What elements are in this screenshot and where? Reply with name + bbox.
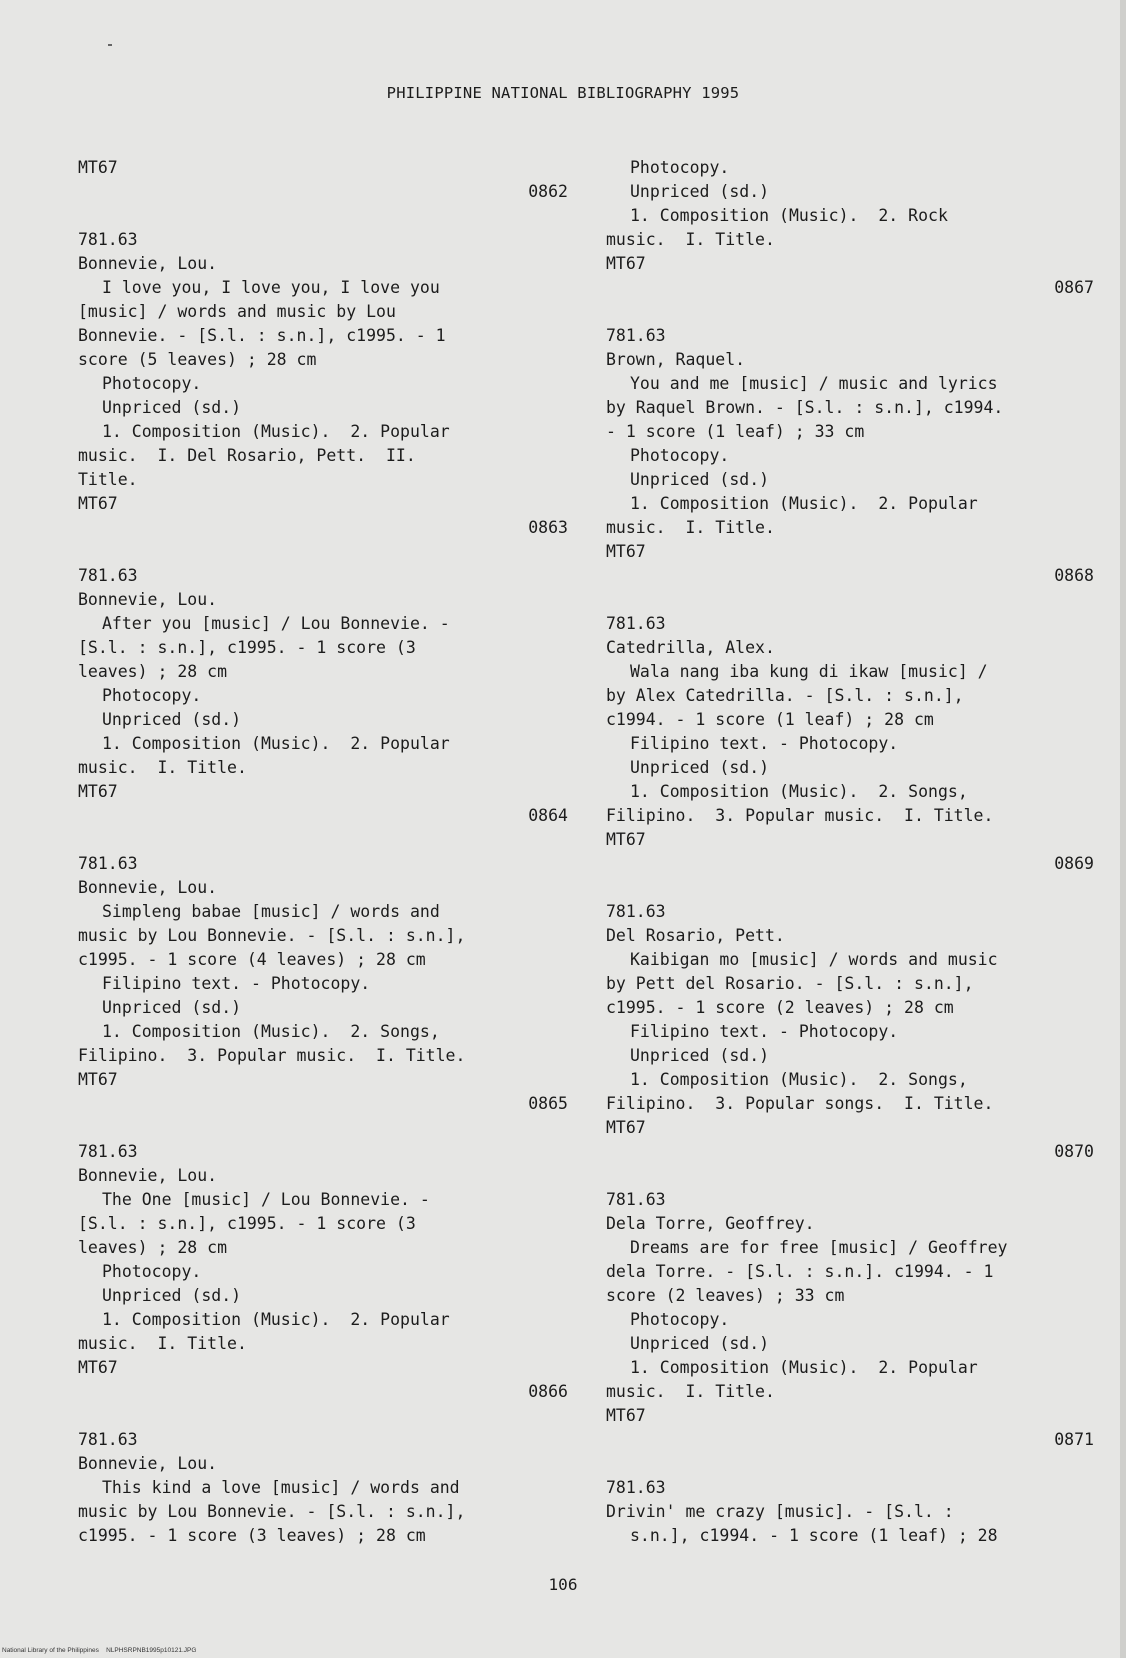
- entry-line: MT67: [78, 782, 118, 801]
- right-column: [606, 156, 1094, 1548]
- entry-line: MT67: [78, 1070, 118, 1089]
- entry-line: music. I. Del Rosario, Pett. II.: [78, 446, 416, 465]
- page-header: PHILIPPINE NATIONAL BIBLIOGRAPHY 1995: [386, 84, 740, 102]
- entry-line: After you [music] / Lou Bonnevie. -: [102, 614, 450, 633]
- entry-line: leaves) ; 28 cm: [78, 1238, 228, 1257]
- entry-gap: [606, 588, 1094, 612]
- entry-line: Unpriced (sd.): [630, 1046, 770, 1065]
- entry-line: Unpriced (sd.): [630, 758, 770, 777]
- entry-line: Catedrilla, Alex.: [606, 638, 775, 657]
- entry-line: Dreams are for free [music] / Geoffrey: [630, 1238, 1008, 1257]
- call-number: 781.63: [78, 566, 138, 585]
- continued-line: Photocopy.: [630, 158, 730, 177]
- scan-speck: [108, 44, 112, 46]
- call-number: 781.63: [606, 1190, 666, 1209]
- continued-line: MT67: [606, 254, 646, 273]
- entry-number: 0867: [1054, 278, 1094, 297]
- entry-line: Dela Torre, Geoffrey.: [606, 1214, 815, 1233]
- footer-library: National Library of the Philippines: [2, 1647, 99, 1654]
- call-number: 781.63: [78, 230, 138, 249]
- entry-gap: [78, 1404, 568, 1428]
- bibliography-entry: [78, 1092, 568, 1380]
- entry-line: You and me [music] / music and lyrics: [630, 374, 998, 393]
- entry-line: c1995. - 1 score (4 leaves) ; 28 cm: [78, 950, 426, 969]
- entry-line: MT67: [78, 1358, 118, 1377]
- entry-line: Photocopy.: [630, 446, 730, 465]
- entry-line: Filipino. 3. Popular music. I. Title.: [78, 1046, 466, 1065]
- entry-line: Bonnevie, Lou.: [78, 590, 218, 609]
- left-column: [78, 156, 568, 1548]
- entry-line: - 1 score (1 leaf) ; 33 cm: [606, 422, 865, 441]
- entry-line: MT67: [606, 1118, 646, 1137]
- entry-line: Kaibigan mo [music] / words and music: [630, 950, 998, 969]
- entry-line: Unpriced (sd.): [102, 998, 242, 1017]
- entry-number: 0870: [1054, 1142, 1094, 1161]
- entry-line: [S.l. : s.n.], c1995. - 1 score (3: [78, 638, 416, 657]
- entry-line: MT67: [78, 494, 118, 513]
- entry-number: 0862: [528, 182, 568, 201]
- entry-line: 1. Composition (Music). 2. Songs,: [630, 782, 968, 801]
- entry-line: Photocopy.: [102, 1262, 202, 1281]
- entry-number: 0863: [528, 518, 568, 537]
- entry-line: music by Lou Bonnevie. - [S.l. : s.n.],: [78, 1502, 466, 1521]
- bibliography-entry: [606, 1428, 1094, 1548]
- entry-line: Filipino text. - Photocopy.: [630, 1022, 899, 1041]
- entry-line: MT67: [606, 1406, 646, 1425]
- entry-line: 1. Composition (Music). 2. Popular: [102, 422, 450, 441]
- entry-line: s.n.], c1994. - 1 score (1 leaf) ; 28: [630, 1526, 998, 1545]
- entry-line: Bonnevie, Lou.: [78, 1166, 218, 1185]
- entry-gap: [606, 876, 1094, 900]
- bibliography-entry: [78, 516, 568, 804]
- bibliography-entry: [606, 564, 1094, 852]
- bibliography-entry: [606, 276, 1094, 564]
- page-number: 106: [548, 1575, 578, 1594]
- entry-line: Filipino. 3. Popular music. I. Title.: [606, 806, 994, 825]
- entry-line: Filipino text. - Photocopy.: [630, 734, 899, 753]
- entry-line: music. I. Title.: [78, 758, 247, 777]
- entry-line: Filipino text. - Photocopy.: [102, 974, 371, 993]
- call-number: 781.63: [606, 1478, 666, 1497]
- call-number: 781.63: [606, 326, 666, 345]
- entry-line: Del Rosario, Pett.: [606, 926, 785, 945]
- entry-line: by Raquel Brown. - [S.l. : s.n.], c1994.: [606, 398, 1004, 417]
- entry-number: 0866: [528, 1382, 568, 1401]
- top-marker: MT67: [78, 158, 118, 177]
- entry-number: 0864: [528, 806, 568, 825]
- bibliography-entry: [78, 1380, 568, 1548]
- entry-gap: [78, 204, 568, 228]
- bibliography-entry: [606, 852, 1094, 1140]
- entry-line: Wala nang iba kung di ikaw [music] /: [630, 662, 988, 681]
- entry-line: Bonnevie. - [S.l. : s.n.], c1995. - 1: [78, 326, 446, 345]
- entry-line: Bonnevie, Lou.: [78, 254, 218, 273]
- entry-line: music. I. Title.: [78, 1334, 247, 1353]
- continued-line: Unpriced (sd.): [630, 182, 770, 201]
- entry-line: 1. Composition (Music). 2. Popular: [630, 1358, 978, 1377]
- entry-number: 0869: [1054, 854, 1094, 873]
- entry-line: Photocopy.: [630, 1310, 730, 1329]
- footer-file: NLPHSRPNB1995p10121.JPG: [106, 1647, 197, 1654]
- call-number: 781.63: [606, 614, 666, 633]
- entry-line: by Pett del Rosario. - [S.l. : s.n.],: [606, 974, 974, 993]
- entry-line: [music] / words and music by Lou: [78, 302, 396, 321]
- entry-line: Drivin' me crazy [music]. - [S.l. :: [606, 1502, 954, 1521]
- call-number: 781.63: [606, 902, 666, 921]
- entry-line: dela Torre. - [S.l. : s.n.]. c1994. - 1: [606, 1262, 994, 1281]
- entry-line: [S.l. : s.n.], c1995. - 1 score (3: [78, 1214, 416, 1233]
- entry-line: music. I. Title.: [606, 518, 775, 537]
- continued-line: music. I. Title.: [606, 230, 775, 249]
- continued-line: 1. Composition (Music). 2. Rock: [630, 206, 948, 225]
- entry-number: 0871: [1054, 1430, 1094, 1449]
- entry-line: MT67: [606, 830, 646, 849]
- entry-line: Title.: [78, 470, 138, 489]
- entry-line: 1. Composition (Music). 2. Popular: [102, 734, 450, 753]
- entry-line: 1. Composition (Music). 2. Popular: [630, 494, 978, 513]
- entry-gap: [606, 300, 1094, 324]
- bibliography-entry: [606, 1140, 1094, 1428]
- entry-line: music. I. Title.: [606, 1382, 775, 1401]
- entry-line: Unpriced (sd.): [630, 470, 770, 489]
- call-number: 781.63: [78, 1430, 138, 1449]
- entry-number: 0868: [1054, 566, 1094, 585]
- entry-line: Brown, Raquel.: [606, 350, 746, 369]
- entry-line: Unpriced (sd.): [102, 710, 242, 729]
- scan-footer: [2, 1647, 196, 1654]
- page-edge: [1120, 0, 1126, 1658]
- entry-line: Unpriced (sd.): [630, 1334, 770, 1353]
- entry-line: MT67: [606, 542, 646, 561]
- entry-gap: [606, 1452, 1094, 1476]
- entry-line: score (5 leaves) ; 28 cm: [78, 350, 317, 369]
- entry-line: Photocopy.: [102, 686, 202, 705]
- entry-line: I love you, I love you, I love you: [102, 278, 440, 297]
- entry-line: by Alex Catedrilla. - [S.l. : s.n.],: [606, 686, 964, 705]
- entry-line: leaves) ; 28 cm: [78, 662, 228, 681]
- entry-line: 1. Composition (Music). 2. Popular: [102, 1310, 450, 1329]
- entry-number: 0865: [528, 1094, 568, 1113]
- entry-line: Filipino. 3. Popular songs. I. Title.: [606, 1094, 994, 1113]
- entry-line: The One [music] / Lou Bonnevie. -: [102, 1190, 430, 1209]
- entry-gap: [78, 828, 568, 852]
- entry-line: This kind a love [music] / words and: [102, 1478, 460, 1497]
- call-number: 781.63: [78, 854, 138, 873]
- entry-gap: [606, 1164, 1094, 1188]
- entry-line: Bonnevie, Lou.: [78, 878, 218, 897]
- entry-line: 1. Composition (Music). 2. Songs,: [102, 1022, 440, 1041]
- entry-gap: [78, 540, 568, 564]
- entry-line: Simpleng babae [music] / words and: [102, 902, 440, 921]
- entry-line: c1995. - 1 score (2 leaves) ; 28 cm: [606, 998, 954, 1017]
- entry-line: Photocopy.: [102, 374, 202, 393]
- bibliography-entry: [78, 804, 568, 1092]
- entry-line: 1. Composition (Music). 2. Songs,: [630, 1070, 968, 1089]
- entry-line: music by Lou Bonnevie. - [S.l. : s.n.],: [78, 926, 466, 945]
- entry-gap: [78, 1116, 568, 1140]
- entry-line: Unpriced (sd.): [102, 398, 242, 417]
- entry-line: Bonnevie, Lou.: [78, 1454, 218, 1473]
- entry-line: score (2 leaves) ; 33 cm: [606, 1286, 845, 1305]
- entry-line: c1995. - 1 score (3 leaves) ; 28 cm: [78, 1526, 426, 1545]
- entry-line: Unpriced (sd.): [102, 1286, 242, 1305]
- entry-line: c1994. - 1 score (1 leaf) ; 28 cm: [606, 710, 934, 729]
- call-number: 781.63: [78, 1142, 138, 1161]
- bibliography-entry: [78, 180, 568, 516]
